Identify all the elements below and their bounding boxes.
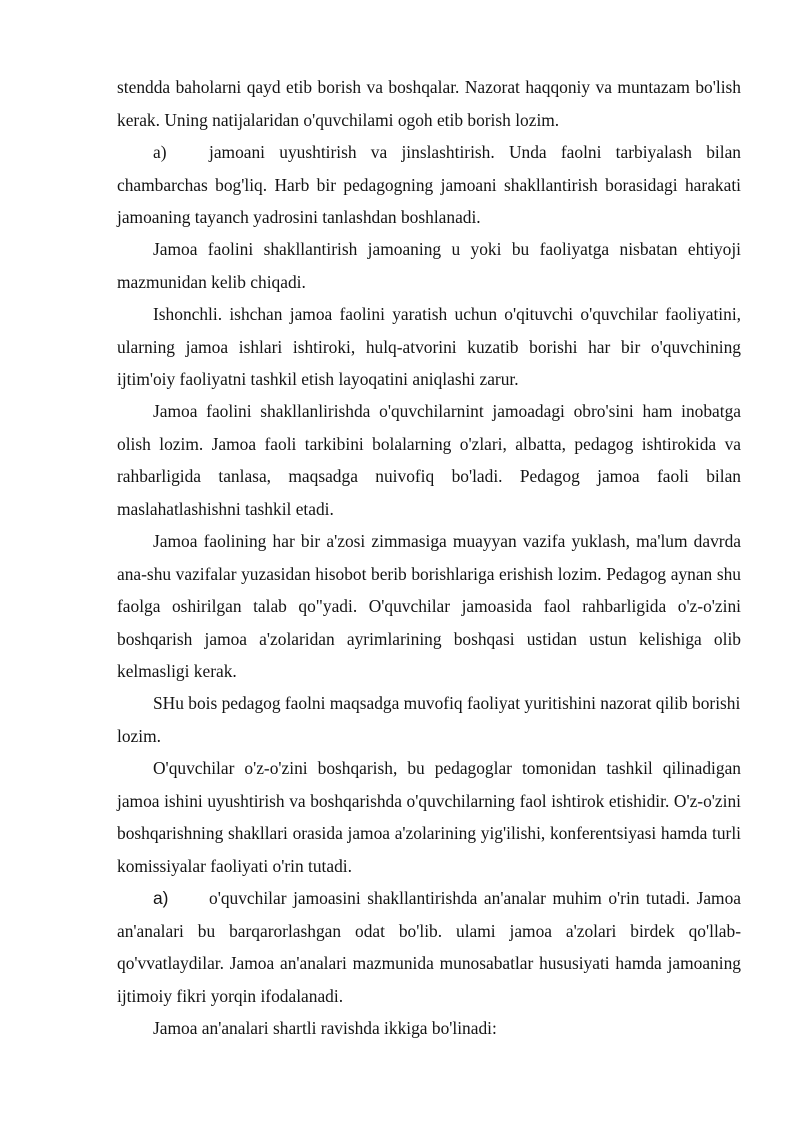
paragraph-activist-formation: Jamoa faolini shakllantirish jamoaning u yoki bu faoliyatga nisbatan ehtiyoji mazmunidan kelib chiqadi.: [117, 239, 741, 292]
paragraph-student-authority: Jamoa faolini shakllanlirishda o'quvchilarnint jamoadagi obro'sini ham inobatga olish lozim. Jamoa faoli tarkibini bolalarning o'zlari, albatta, pedagog ishtirokida va rahbarligida tanlasa, maqsadga nuivofiq bo'ladi. Pedagog jamoa faoli bilan maslahatlashishni tashkil etadi.: [117, 401, 741, 519]
list-marker: a): [153, 888, 169, 908]
paragraph-member-duties: Jamoa faolining har bir a'zosi zimmasiga muayyan vazifa yuklash, ma'lum davrda ana-shu vazifalar yuzasidan hisobot berib borishlariga erishish lozim. Pedagog aynan shu faolga oshirilgan talab qo"yadi. O'quvchilar jamoasida faol rahbarligida o'z-o'zini boshqarish jamoa a'zolaridan ayrimlarining boshqasi ustidan ustun kelishiga olib kelmasligi kerak.: [117, 531, 741, 681]
paragraph-control-continuation: stendda baholarni qayd etib borish va boshqalar. Nazorat haqqoniy va muntazam bo'lish kerak. Uning natijalaridan o'quvchilami ogoh etib borish lozim.: [117, 77, 741, 130]
paragraph-self-government: O'quvchilar o'z-o'zini boshqarish, bu pedagoglar tomonidan tashkil qilinadigan jamoa ishini uyushtirish va boshqarishda o'quvchilarning faol ishtirok etishidir. O'z-o'zini boshqarishning shakllari orasida jamoa a'zolarining yig'ilishi, konferentsiyasi hamda turli komissiyalar faoliyati o'rin tutadi.: [117, 758, 741, 876]
list-item-text: o'quvchilar jamoasini shakllantirishda an'analar muhim o'rin tutadi. Jamoa an'analari bu barqarorlashgan odat bo'lib. ulami jamoa a'zolari birdek qo'llab-qo'vvatlaydilar. Jamoa an'analari mazmunida munosabatlar hususiyati hamda jamoaning ijtimoiy fikri yorqin ifodalanadi.: [117, 888, 741, 1006]
paragraph-pedagog-control: SHu bois pedagog faolni maqsadga muvofiq faoliyat yuritishini nazorat qilib borishi lozim.: [117, 693, 741, 746]
list-item-collective-organization: [117, 136, 741, 234]
list-item-text: jamoani uyushtirish va jinslashtirish. Unda faolni tarbiyalash bilan chambarchas bog'liq. Harb bir pedagogning jamoani shakllantirish borasidagi harakati jamoaning tayanch yadrosini tanlashdan boshlanadi.: [117, 142, 741, 227]
list-item-traditions: [117, 882, 741, 1012]
paragraph-reliable-activists: Ishonchli. ishchan jamoa faolini yaratish uchun o'qituvchi o'quvchilar faoliyatini, ularning jamoa ishlari ishtiroki, hulq-atvorini kuzatib borishi har bir o'quvchining ijtim'oiy faoliyatni tashkil etish layoqatini aniqlashi zarur.: [117, 304, 741, 389]
list-marker: a): [153, 142, 167, 162]
paragraph-tradition-types: Jamoa an'analari shartli ravishda ikkiga bo'linadi:: [153, 1018, 497, 1038]
